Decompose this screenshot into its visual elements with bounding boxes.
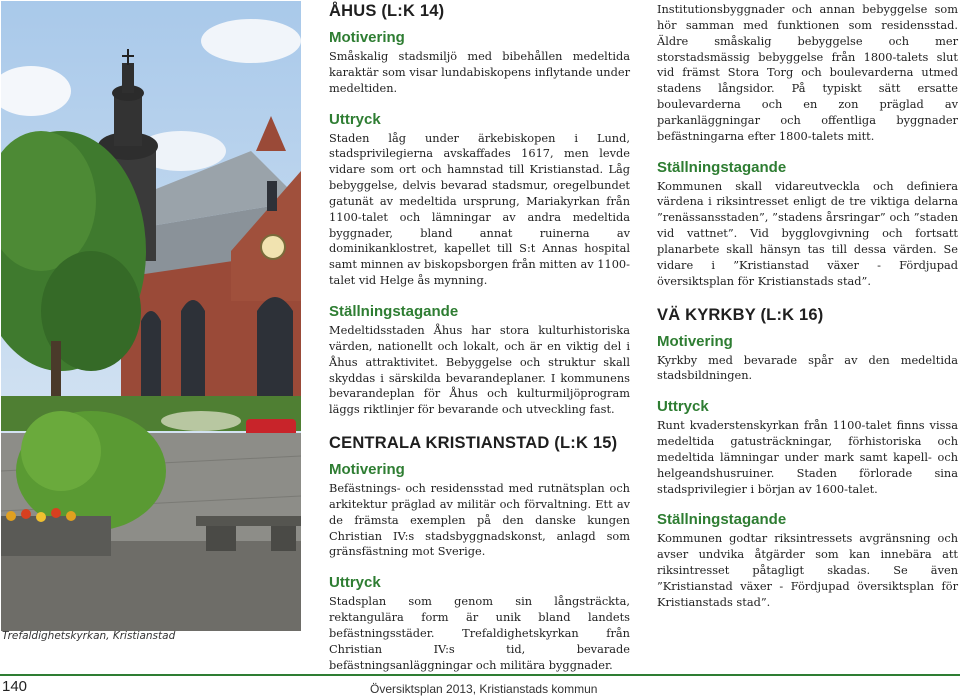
church-photo — [1, 1, 301, 631]
ahus-heading: ÅHUS (L:K 14) — [329, 2, 445, 20]
va-kyrkby-heading: VÄ KYRKBY (L:K 16) — [657, 305, 824, 324]
footer-divider — [0, 674, 960, 676]
photo-caption: Trefaldighetskyrkan, Kristianstad — [2, 630, 176, 642]
ahus-uttryck-text: Staden låg under ärkebiskopen i Lund, stadsprivilegierna avskaffades 1617, men levde vidare som ort och hamnstad till Kristianstad. Låg bebyggelse, delvis bevarad stadsmur, oregelbundet gatunät av medeltida ursprung, Mariakyrkan från 1100-talet och lämningar av andra medeltida byggnader, bland annat ruinerna av dominikanklostret, kapellet till S:t Annas hospital samt minnen av biskopsborgen från mitten av 1100-talet vid Helge ås mynning. — [329, 130, 630, 288]
kristianstad-motivering-heading: Motivering — [329, 461, 405, 479]
ahus-motivering-text: Småskalig stadsmiljö med bibehållen medeltida karaktär som visar lundabiskopens inflytande under medeltiden. — [329, 49, 630, 95]
kristianstad-uttryck-text: Stadsplan som genom sin långsträckta, rektangulära form är unik bland landets befästningsstäder. Trefaldighetskyrkan från Christian IV:s tid, bevarade befästningsanläggningar och militära byggnader. — [329, 594, 630, 672]
ahus-stallningstagande-text: Medeltidsstaden Åhus har stora kulturhistoriska värden, nationellt och lokalt, och är en viktig del i Åhus attraktivitet. Bebyggelse och struktur skall skyddas i särskilda bevarandeplaner. I kommunens bevarandeplan för Åhus och kulturmiljöprogram läggs riktlinjer för bevarande och utveckling fast. — [329, 322, 630, 417]
va-stallningstagande-text: Kommunen godtar riksintressets avgränsning och avser undvika åtgärder som kan innebära att riksintresset påtagligt skadas. Se även ”Kristianstad växer - Fördjupad översiktsplan för Kristianstads stad”. — [657, 531, 958, 609]
va-stallningstagande-heading: Ställningstagande — [657, 511, 787, 529]
right-column — [657, 2, 958, 611]
publication-title: Översiktsplan 2013, Kristianstads kommun — [370, 682, 598, 696]
kristianstad-motivering-text: Befästnings- och residensstad med rutnätsplan och arkitektur präglad av militär och förvaltning. Ett av de främsta exemplen på den danske kungen Christian IV:s stadsbyggnadskonst, anlagd som gränsfästning mot Sverige. — [329, 481, 630, 559]
va-motivering-text: Kyrkby med bevarade spår av den medeltida stadsbildningen. — [657, 352, 958, 383]
va-uttryck-text: Runt kvaderstenskyrkan från 1100-talet finns vissa medeltida gatusträckningar, förhistoriska och medeltida lämningar under mark samt kapell- och helgeandshusruiner. Staden förlorade sina stadsprivilegier i början av 1600-talet. — [657, 418, 958, 496]
page-number: 140 — [2, 678, 28, 695]
kristianstad-uttryck-continued: Institutionsbyggnader och annan bebyggelse som hör samman med funktionen som residensstad. Äldre småskalig bebyggelse och mer storstadsmässig bebyggelse från 1800-talets slut vid främst Stora Torg och boulevarderna utmed stadens långsidor. På typiskt sätt ersatte boulevarderna och en zon präglad av parkanläggningar och offentliga byggnader befästningarna efter 1800-talets mitt. — [657, 2, 958, 143]
kristianstad-stallningstagande-text: Kommunen skall vidareutveckla och definiera värdena i riksintresset enligt de tre viktiga delarna ”renässansstaden”, ”stadens årsringar” och ”staden vid vattnet”. Vid bygglovgivning och fortsatt planarbete skall hänsyn tas till dessa värden. Se vidare i ”Kristianstad växer - Fördjupad översiktsplan för Kristianstads stad”. — [657, 178, 958, 288]
va-uttryck-heading: Uttryck — [657, 398, 709, 416]
ahus-uttryck-heading: Uttryck — [329, 110, 381, 128]
trefaldighetskyrkan-image — [1, 1, 301, 631]
kristianstad-stallningstagande-heading: Ställningstagande — [657, 158, 787, 176]
ahus-stallningstagande-heading: Ställningstagande — [329, 302, 459, 320]
ahus-motivering-heading: Motivering — [329, 29, 405, 46]
middle-column — [329, 2, 630, 673]
va-motivering-heading: Motivering — [657, 332, 733, 350]
kristianstad-heading: CENTRALA KRISTIANSTAD (L:K 15) — [329, 434, 618, 453]
kristianstad-uttryck-heading: Uttryck — [329, 574, 381, 592]
